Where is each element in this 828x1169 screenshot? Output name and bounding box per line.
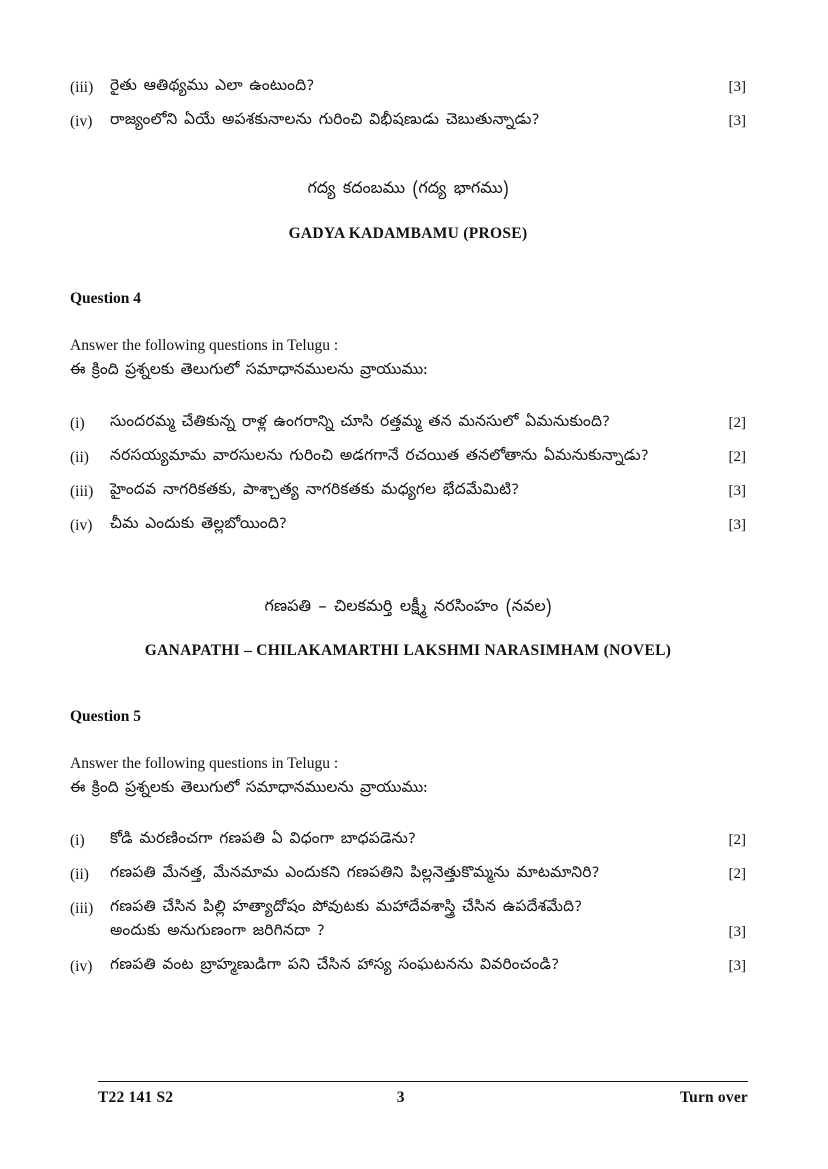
spacer [70,853,746,863]
spacer [70,134,746,178]
item-text: గణపతి చేసిన పిల్లి హత్యాదోషం పోవుటకు మహాదేవశాస్త్రి చేసిన ఉపదేశమేది? [110,899,582,920]
question-item [70,76,746,100]
question-label-5: Question 5 [70,708,142,726]
item-marks: [3] [728,79,746,95]
item-text-line2: అందుకు అనుగుణంగా జరిగినదా ? [110,923,325,944]
item-marker: (iv) [70,516,93,534]
question-item [70,480,746,504]
page-content [70,76,746,979]
item-text: చీమ ఎందుకు తెల్లబోయింది? [110,515,287,536]
question-item [70,897,746,921]
spacer [70,386,746,412]
question-item [70,863,746,887]
turn-over-label: Turn over [680,1089,748,1106]
spacer [70,664,746,708]
question-item [70,110,746,134]
item-marks: [2] [728,414,746,431]
item-marks-placeholder [690,897,746,920]
spacer [70,726,746,752]
spacer [70,887,746,897]
section-heading-ganapathi [70,596,746,664]
section-heading-gadya [70,178,746,246]
item-marks: [3] [728,958,746,975]
spacer [70,100,746,110]
question-item [70,412,746,436]
question-item [70,829,746,853]
section-heading-telugu: గణపతి – చిలకమర్తి లక్ష్మీ నరసింహం (నవల) [264,596,552,619]
item-text: నరసయ్యమామ వారసులను గురించి అడగగానే రచయిత తనలోతాను ఏమనుకున్నాడు? [110,447,649,468]
item-marks: [2] [728,448,746,465]
item-text: రాజ్యంలోని ఏయే అపశకునాలను గురించి విభీషణుడు చెబుతున్నాడు? [110,112,540,133]
spacer [70,308,746,334]
spacer [70,803,746,829]
page-footer [98,1081,748,1107]
spacer [70,538,746,596]
page-number: 3 [396,1089,405,1106]
item-marks: [2] [728,832,746,849]
section-heading-telugu: గద్య కదంబము (గద్య భాగము) [307,179,509,202]
question-item-continuation [70,921,746,945]
item-text: కోడి మరణించగా గణపతి ఏ విధంగా బాధపడెను? [110,831,416,852]
question-label-4: Question 4 [70,290,142,308]
item-marker: (iv) [70,113,93,131]
section-heading-english: GANAPATHI – CHILAKAMARTHI LAKSHMI NARASIMHAM (NOVEL) [144,642,672,660]
item-marker: (i) [70,832,85,850]
question-item [70,446,746,470]
item-marks: [3] [728,113,746,130]
item-marker: (i) [70,414,85,432]
item-marks: [3] [728,482,746,499]
section-heading-english: GADYA KADAMBAMU (PROSE) [288,224,528,242]
item-marker: (iii) [70,900,94,918]
item-marks: [3] [728,516,746,533]
item-text: గణపతి వంట బ్రాహ్మణుడిగా పని చేసిన హాస్య సంఘటనను వివరించండి? [110,957,559,978]
instruction-telugu: ఈ క్రింది ప్రశ్నలకు తెలుగులో సమాధానములను వ్రాయుము: [70,362,428,383]
spacer [70,436,746,446]
instruction-english: Answer the following questions in Telugu : [70,337,339,355]
instruction-telugu: ఈ క్రింది ప్రశ్నలకు తెలుగులో సమాధానములను వ్రాయుము: [70,779,428,800]
spacer [70,945,746,955]
spacer [70,504,746,514]
item-text: గణపతి మేనత్త, మేనమామ ఎందుకని గణపతిని పిల్లనెత్తుకొమ్మను మాటమానిరి? [110,865,600,886]
question-item [70,955,746,979]
spacer [70,246,746,290]
item-marker: (iii) [70,79,94,96]
item-text: రైతు ఆతిథ్యము ఎలా ఉంటుంది? [110,78,314,98]
footer-divider [98,1081,748,1082]
item-marker: (ii) [70,448,89,466]
question-item [70,514,746,538]
item-marks: [2] [728,866,746,883]
item-marks: [3] [728,924,746,941]
item-marker: (ii) [70,866,89,884]
item-marker: (iii) [70,482,94,500]
item-text: సుందరమ్మ చేతికున్న రాళ్ల ఉంగరాన్ని చూసి రత్తమ్మ తన మనసులో ఏమనుకుంది? [110,413,610,434]
spacer [70,470,746,480]
instruction-english: Answer the following questions in Telugu : [70,755,339,773]
paper-code: T22 141 S2 [98,1089,174,1106]
footer-row [98,1089,748,1107]
item-text: హైందవ నాగరికతకు, పాశ్చాత్య నాగరికతకు మధ్యగల భేదమేమిటి? [110,481,519,502]
item-marker: (iv) [70,958,93,976]
